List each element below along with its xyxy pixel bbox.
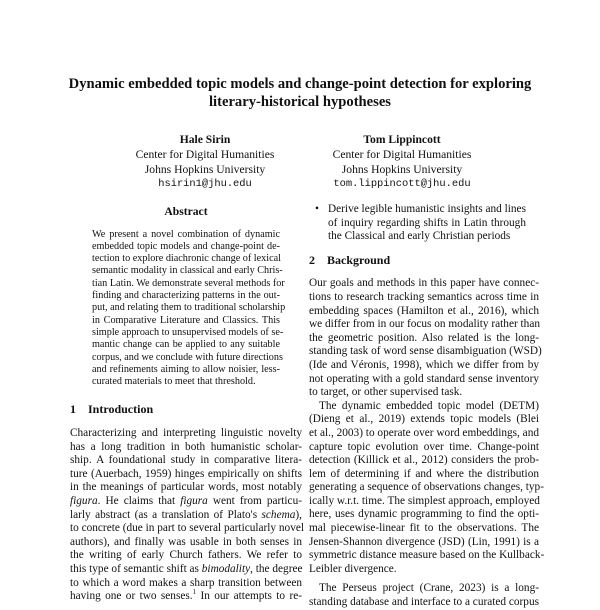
body-line: to which a word makes a sharp transition between [70,576,302,589]
body-line: Jensen-Shannon divergence (JSD) (Lin, 1991) is a [309,535,539,548]
abstract-line: mantic change can be applied to any suitable [92,339,280,351]
body-line: Leibler divergence. [309,562,397,575]
body-line: having one or two senses.$^1$ In our attempts to re- [70,588,302,603]
abstract-line: tection to explore diachronic change of lexical [92,253,281,265]
author-institution: Johns Hopkins University [341,163,463,176]
abstract-heading: Abstract [164,205,208,218]
body-line: we differ from in our focus on modality rather than [309,318,540,331]
section-title: Introduction [88,402,154,417]
author-institution: Johns Hopkins University [144,163,266,176]
section-heading-background [309,254,539,268]
italic-term: bimodality [201,562,251,575]
italic-term: schema [261,508,296,521]
body-line: to target, or other supervised task. [309,386,463,399]
body-line: et al., 2003) to operate over word embeddings, and [309,426,539,439]
author-block-2 [297,132,507,192]
body-line: larly abstract (as a translation of Plato's schema), [70,508,302,521]
body-line: ship. A foundational study in comparative litera- [70,454,302,467]
body-line: to concrete (due in part to several particularly novel [70,522,304,535]
abstract-line: semantic modality in classical and early Chris- [92,265,283,277]
body-line: standing task of word sense disambiguation (WSD) [309,345,542,358]
author-affiliation: Center for Digital Humanities [135,148,275,161]
author-name: Hale Sirin [179,133,231,146]
bullet-text: Derive legible humanistic insights and lines of inquiry regarding shifts in Latin through the Classical and early Christian periods [328,203,526,243]
body-line: ture (Auerbach, 1959) hinges empirically on shifts [70,467,302,480]
author-email: tom.lippincott@jhu.edu [333,178,471,190]
footnote-marker[interactable]: 1 [192,588,197,597]
abstract-line: embedded topic models and change-point de- [92,240,280,252]
abstract-line: finding and characterizing patterns in the out- [92,290,280,302]
abstract-body [92,228,286,389]
body-line: Characterizing and interpreting linguistic novelty [70,427,302,440]
body-line: mal piecewise-linear fit to the observations. The [309,522,539,535]
abstract-line: curated materials to meet that threshold. [92,376,256,388]
background-paragraph-2 [309,399,545,577]
paper-title [40,75,560,111]
abstract-line: tian Latin. We demonstrate several methods for [92,277,285,289]
background-paragraph-3 [309,582,539,609]
section-heading-introduction [70,403,302,417]
body-line: here, uses dynamic programming to find the opti- [309,508,539,521]
body-line: embedding spaces (Hamilton et al., 2016), which [309,304,539,317]
abstract-line: simple approach to unsupervised models of se- [92,326,284,338]
body-line: figura. He claims that figura went from particu- [70,495,302,508]
italic-term: figura [70,495,98,508]
body-line: detection (Killick et al., 2012) considers the prob- [309,454,539,467]
body-line: tions to research tracking semantics across time in [309,290,539,303]
body-line: ically w.r.t. time. The simplest approach, employed [309,494,540,507]
body-line: the writing of early Church fathers. We refer to [70,549,302,562]
title-line: Dynamic embedded topic models and change-point detection for exploring [68,76,532,92]
contribution-bullet [315,203,539,244]
body-line: capture topic evolution over time. Change-point [309,440,539,453]
author-name: Tom Lippincott [363,133,441,146]
author-affiliation: Center for Digital Humanities [332,148,472,161]
author-email: hsirin1@jhu.edu [158,178,252,190]
title-line: literary-historical hypotheses [209,94,391,110]
section-number: 1 [70,402,76,417]
bullet-icon: • [315,203,319,215]
body-line: authors), and finally was usable in both senses in [70,535,302,548]
introduction-paragraph [70,427,302,604]
body-line: (Dieng et al., 2019) extends topic models (Blei [309,413,539,426]
body-line: (Ide and Véronis, 1998), which we differ from by [309,358,539,371]
body-line: The Perseus project (Crane, 2023) is a long- [319,582,539,595]
body-line: the geometric position. Also related is the long- [309,331,539,344]
section-number: 2 [309,252,315,267]
body-line: symmetric distance measure based on the Kullback- [309,549,545,562]
body-line: lem of determining if and where the distribution [309,467,539,480]
author-block-1 [105,132,305,192]
body-line: generating a sequence of observations changes, typ- [309,481,544,494]
abstract-line: put, and relating them to traditional scholarship [92,302,286,314]
body-line: standing database and interface to a curated corpus [309,596,539,609]
body-line: has a long tradition in both humanistic scholar- [70,440,302,453]
body-line: The dynamic embedded topic model (DETM) [319,399,539,412]
abstract-line: and refinements aiming to allow noisier, less- [92,363,280,375]
background-paragraph-1 [309,277,542,399]
abstract-line: corpus, and we conclude with future directions [92,351,283,363]
left-column [70,200,302,604]
body-line: Our goals and methods in this paper have connec- [309,277,539,290]
right-column [309,200,545,610]
abstract-line: in Comparative Literature and Classics. This [92,314,280,326]
body-line: in the meanings of particular words, most notably [70,481,302,494]
body-line: this type of semantic shift as bimodality, the degree [70,562,303,575]
body-line: not operating with a gold standard sense inventory [309,372,539,385]
section-title: Background [327,252,391,267]
italic-term: figura [180,495,208,508]
abstract-line: We present a novel combination of dynamic [92,228,280,240]
